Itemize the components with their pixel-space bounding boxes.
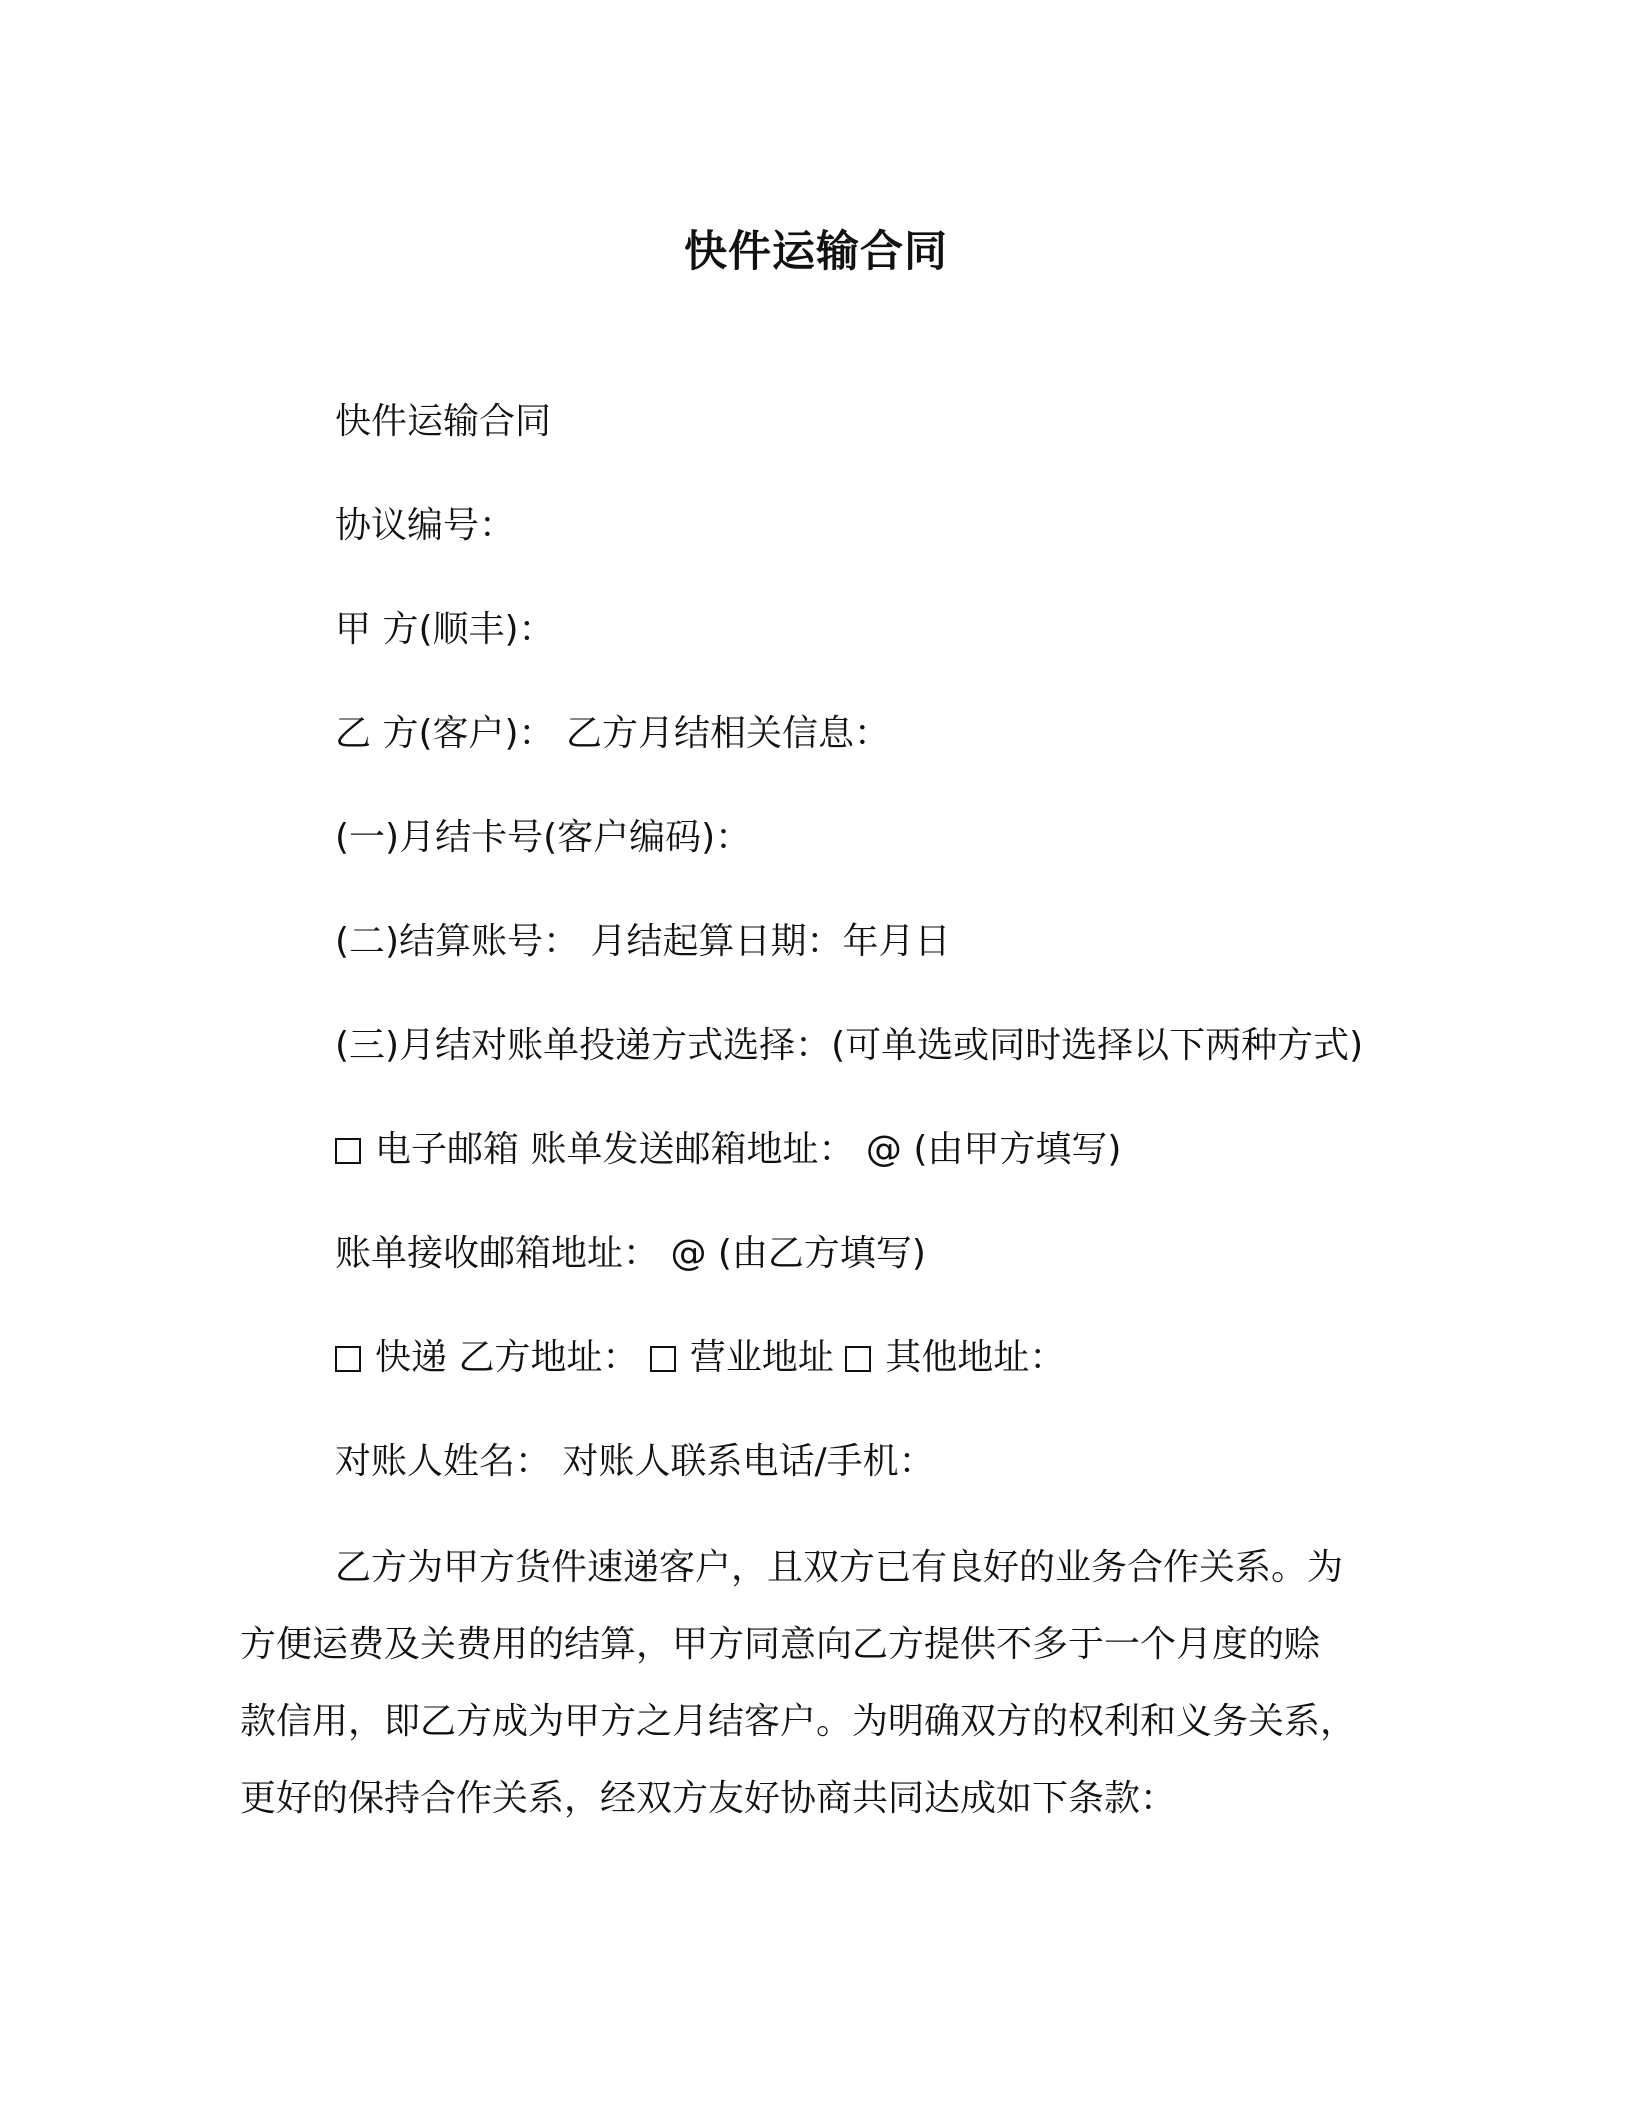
email-option-line: [335, 1125, 1121, 1175]
email-checkbox[interactable]: [335, 1138, 361, 1164]
paragraph-line: 方便运费及关费用的结算，甲方同意向乙方提供不多于一个月度的赊: [240, 1624, 1321, 1665]
business-address-label: 营业地址: [689, 1337, 834, 1378]
account-number-line: (二)结算账号： 月结起算日期：年月日: [335, 921, 951, 962]
party-a-line: 甲 方(顺丰)：: [335, 609, 555, 650]
business-address-checkbox[interactable]: [650, 1346, 676, 1372]
reconciler-line: 对账人姓名： 对账人联系电话/手机：: [335, 1441, 935, 1482]
document-title: 快件运输合同: [684, 227, 948, 277]
paragraph-line: 乙方为甲方货件速递客户，且双方已有良好的业务合作关系。为: [335, 1547, 1344, 1588]
email-option-label: 电子邮箱 账单发送邮箱地址： @ (由甲方填写): [375, 1129, 1122, 1170]
agreement-number-line: 协议编号：: [335, 505, 516, 546]
express-option-line: [335, 1333, 1065, 1383]
party-b-line: 乙 方(客户)： 乙方月结相关信息：: [335, 713, 890, 754]
other-address-label: 其他地址：: [885, 1337, 1066, 1378]
other-address-checkbox[interactable]: [845, 1346, 871, 1372]
express-option-label: 快递 乙方地址：: [375, 1337, 639, 1378]
express-checkbox[interactable]: [335, 1346, 361, 1372]
body-paragraph: [240, 1529, 1400, 1837]
heading-line: 快件运输合同: [335, 401, 552, 442]
paragraph-line: 款信用，即乙方成为甲方之月结客户。为明确双方的权利和义务关系，: [240, 1701, 1357, 1742]
card-number-line: (一)月结卡号(客户编码)：: [335, 817, 752, 858]
paragraph-line: 更好的保持合作关系，经双方友好协商共同达成如下条款：: [240, 1778, 1177, 1819]
receive-email-line: 账单接收邮箱地址： @ (由乙方填写): [335, 1233, 926, 1274]
delivery-method-line: (三)月结对账单投递方式选择：(可单选或同时选择以下两种方式): [335, 1025, 1364, 1066]
